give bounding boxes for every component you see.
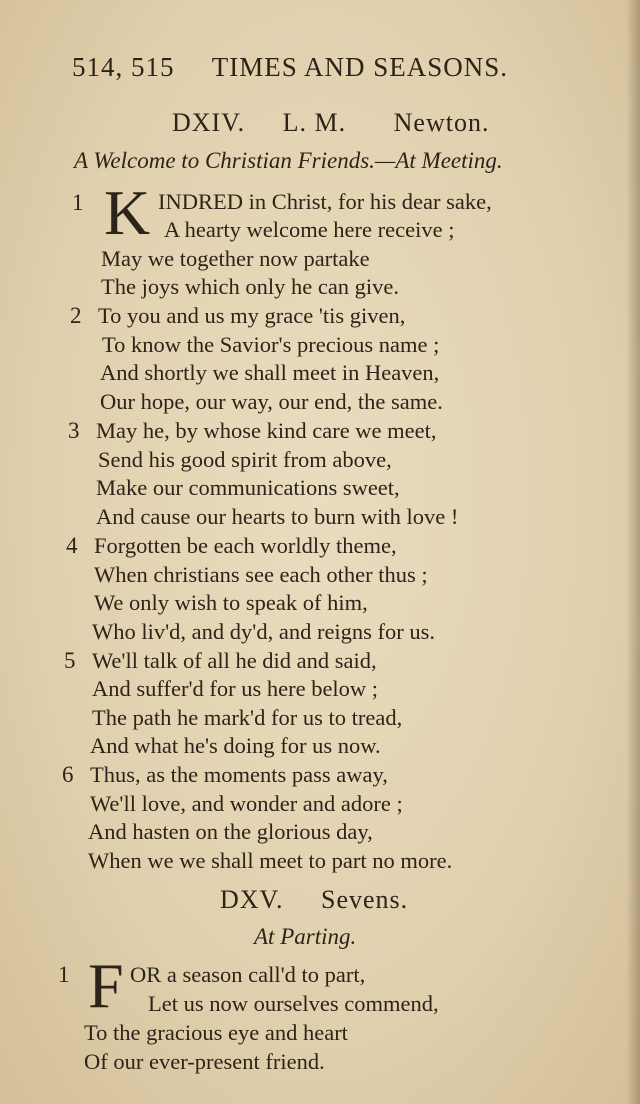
- drop-cap: K: [104, 177, 151, 248]
- verse-line: And hasten on the glorious day,: [88, 819, 373, 844]
- verse-line: When we we shall meet to part no more.: [88, 848, 453, 873]
- verse-line: And cause our hearts to burn with love !: [96, 504, 459, 529]
- hymn-515-heading: [220, 885, 408, 915]
- verse-line: To you and us my grace 'tis given,: [98, 303, 406, 328]
- verse-line: Who liv'd, and dy'd, and reigns for us.: [92, 619, 436, 644]
- verse-line: May we together now partake: [101, 246, 370, 271]
- stanza-number: 3: [68, 418, 80, 443]
- verse-line: A hearty welcome here receive ;: [164, 217, 455, 242]
- verse-line: And shortly we shall meet in Heaven,: [100, 360, 440, 385]
- drop-cap: F: [88, 950, 124, 1021]
- verse-line: We'll talk of all he did and said,: [92, 648, 377, 673]
- stanza-number: 1: [72, 190, 84, 215]
- verse-line: To the gracious eye and heart: [84, 1020, 348, 1045]
- stanza-number: 6: [62, 762, 74, 787]
- hymn-514-author: Newton.: [393, 108, 490, 137]
- verse-line: Make our communications sweet,: [96, 475, 400, 500]
- hymn-514-heading: [172, 108, 489, 138]
- hymn-515-meter: Sevens.: [320, 885, 409, 914]
- running-head-title: TIMES AND SEASONS.: [211, 52, 509, 82]
- verse-line: May he, by whose kind care we meet,: [96, 418, 437, 443]
- page-edge-shadow: [626, 0, 640, 1104]
- verse-line: INDRED in Christ, for his dear sake,: [158, 189, 492, 214]
- stanza-number: 2: [70, 303, 82, 328]
- hymn-515-title: At Parting.: [254, 924, 357, 949]
- stanza-number: 4: [66, 533, 78, 558]
- verse-line: We'll love, and wonder and adore ;: [90, 791, 403, 816]
- verse-line: Let us now ourselves commend,: [148, 991, 439, 1016]
- verse-line: We only wish to speak of him,: [94, 590, 368, 615]
- verse-line: The joys which only he can give.: [101, 274, 400, 299]
- verse-line: Send his good spirit from above,: [98, 447, 392, 472]
- stanza-number: 5: [64, 648, 76, 673]
- verse-line: Of our ever-present friend.: [84, 1049, 325, 1074]
- verse-line: When christians see each other thus ;: [94, 562, 428, 587]
- hymn-514-meter: L. M.: [282, 108, 347, 137]
- verse-line: OR a season call'd to part,: [130, 962, 366, 987]
- verse-line: Our hope, our way, our end, the same.: [100, 389, 443, 414]
- hymn-514-title: A Welcome to Christian Friends.—At Meeting.: [74, 148, 503, 173]
- verse-line: To know the Savior's precious name ;: [102, 332, 440, 357]
- stanza-number: 1: [58, 962, 70, 987]
- hymn-515-number: DXV.: [220, 885, 284, 914]
- verse-line: And what he's doing for us now.: [90, 733, 381, 758]
- running-head: [72, 52, 508, 83]
- verse-line: And suffer'd for us here below ;: [92, 676, 379, 701]
- page-numbers: 514, 515: [72, 52, 175, 82]
- verse-line: Forgotten be each worldly theme,: [94, 533, 397, 558]
- verse-line: The path he mark'd for us to tread,: [92, 705, 403, 730]
- verse-line: Thus, as the moments pass away,: [90, 762, 388, 787]
- hymn-514-number: DXIV.: [172, 108, 246, 137]
